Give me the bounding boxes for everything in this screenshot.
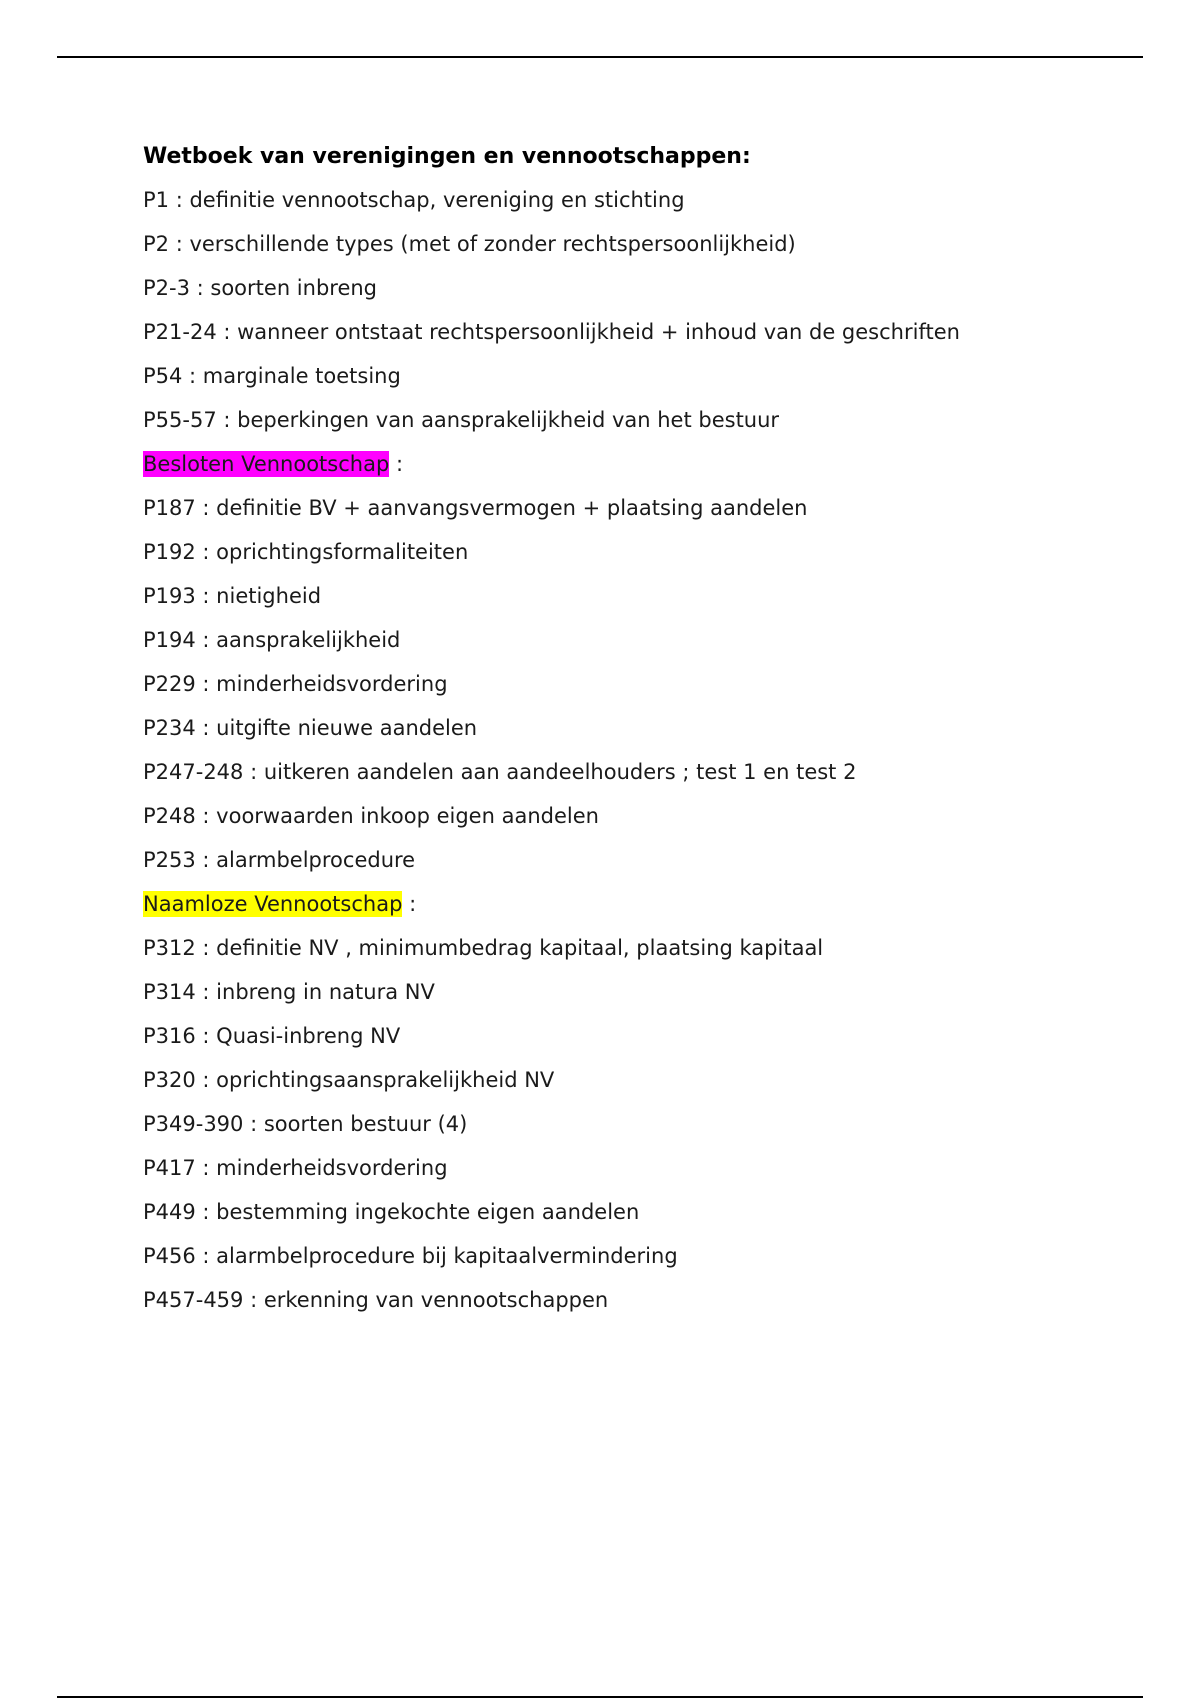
list-item: P2 : verschillende types (met of zonder rechtspersoonlijkheid)	[143, 232, 796, 256]
list-item: P55-57 : beperkingen van aansprakelijkheid van het bestuur	[143, 408, 780, 432]
list-item: P312 : definitie NV , minimumbedrag kapitaal, plaatsing kapitaal	[143, 936, 824, 960]
list-item: P320 : oprichtingsaansprakelijkheid NV	[143, 1068, 555, 1092]
header-rule	[57, 56, 1143, 58]
list-item: P2-3 : soorten inbreng	[143, 276, 378, 300]
list-item: P229 : minderheidsvordering	[143, 672, 448, 696]
list-item: P54 : marginale toetsing	[143, 364, 401, 388]
list-item: P253 : alarmbelprocedure	[143, 848, 416, 872]
list-item: P449 : bestemming ingekochte eigen aandelen	[143, 1200, 640, 1224]
list-item: P193 : nietigheid	[143, 584, 322, 608]
list-item: P194 : aansprakelijkheid	[143, 628, 401, 652]
document-title: Wetboek van verenigingen en vennootschappen:	[143, 144, 751, 169]
list-item: P349-390 : soorten bestuur (4)	[143, 1112, 468, 1136]
heading-suffix: :	[389, 452, 404, 476]
highlighted-heading: Besloten Vennootschap	[143, 452, 390, 476]
section-heading-bv	[143, 449, 1143, 493]
list-item: P316 : Quasi-inbreng NV	[143, 1024, 401, 1048]
list-item: P457-459 : erkenning van vennootschappen	[143, 1288, 609, 1312]
list-item: P192 : oprichtingsformaliteiten	[143, 540, 469, 564]
list-item: P248 : voorwaarden inkoop eigen aandelen	[143, 804, 599, 828]
list-item: P417 : minderheidsvordering	[143, 1156, 448, 1180]
list-item: P247-248 : uitkeren aandelen aan aandeelhouders ; test 1 en test 2	[143, 760, 857, 784]
list-item: P21-24 : wanneer ontstaat rechtspersoonlijkheid + inhoud van de geschriften	[143, 320, 960, 344]
list-item: P234 : uitgifte nieuwe aandelen	[143, 716, 478, 740]
document-body	[143, 142, 1143, 1329]
list-item: P187 : definitie BV + aanvangsvermogen + plaatsing aandelen	[143, 496, 808, 520]
section-heading-nv	[143, 889, 1143, 933]
footer-rule	[57, 1696, 1143, 1698]
highlighted-heading: Naamloze Vennootschap	[143, 892, 403, 916]
list-item: P456 : alarmbelprocedure bij kapitaalvermindering	[143, 1244, 678, 1268]
list-item: P314 : inbreng in natura NV	[143, 980, 435, 1004]
list-item: P1 : definitie vennootschap, vereniging en stichting	[143, 188, 685, 212]
heading-suffix: :	[402, 892, 417, 916]
